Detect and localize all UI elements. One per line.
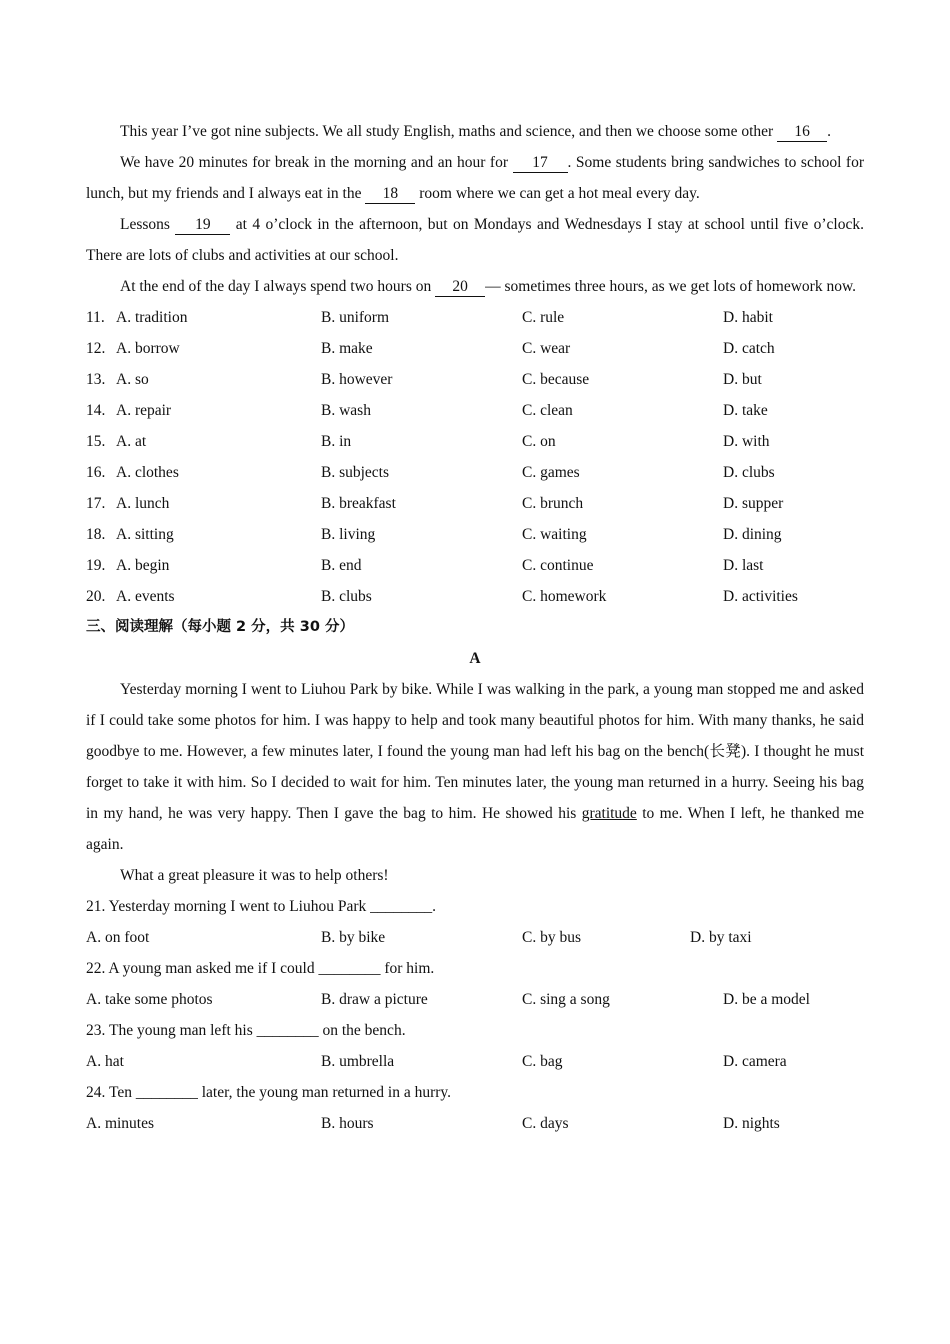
passage-title: A [469,650,481,667]
option-d: D. last [723,557,764,574]
option-b: B. wash [321,402,371,419]
option-a: A. repair [116,402,172,419]
question-number: 11. [86,309,105,326]
option-b: B. uniform [321,309,390,326]
option-d: D. activities [723,588,798,605]
question-stem: 23. The young man left his ________ on the bench. [86,1022,406,1039]
underlined-word: gratitude [581,805,637,822]
blank-19: 19 [175,216,230,235]
option-c: C. by bus [522,929,581,946]
paragraph-text: — sometimes three hours, as we get lots of homework now. [485,278,857,295]
option-a: A. borrow [116,340,180,357]
option-d: D. camera [723,1053,787,1070]
option-d: D. with [723,433,770,450]
paragraph-text: . Some students bring sandwiches to school for lunch, but my friends and I always eat in the [86,154,864,202]
option-a: A. on foot [86,929,150,946]
reading-paragraph-2: What a great pleasure it was to help others! [120,867,389,884]
option-row [86,457,864,488]
option-d: D. but [723,371,762,388]
option-d: D. be a model [723,991,810,1008]
question-stem: 22. A young man asked me if I could ________ for him. [86,960,435,977]
option-row [86,395,864,426]
option-b: B. subjects [321,464,390,481]
option-b: B. breakfast [321,495,396,512]
question-number: 18. [86,526,106,543]
option-c: C. brunch [522,495,584,512]
option-a: A. hat [86,1053,124,1070]
option-a: A. minutes [86,1115,155,1132]
section-heading: 三、阅读理解（每小题 2 分，共 30 分） [86,619,354,635]
option-d: D. clubs [723,464,775,481]
paragraph-text: to me. When I left, he thanked me again. [86,805,865,853]
option-d: D. nights [723,1115,780,1132]
question-number: 19. [86,557,106,574]
passage-paragraph-3 [86,209,864,271]
option-a: A. so [116,371,149,388]
option-c: C. days [522,1115,569,1132]
paragraph-text: At the end of the day I always spend two hours on [120,278,436,295]
passage-paragraph-1 [86,116,864,147]
question-stem: 24. Ten ________ later, the young man returned in a hurry. [86,1084,452,1101]
option-b: B. draw a picture [321,991,428,1008]
option-c: C. clean [522,402,573,419]
cloze-options [86,302,864,612]
option-b: B. end [321,557,362,574]
option-row [86,550,864,581]
option-row [86,922,864,953]
question-22 [86,953,864,1015]
question-number: 16. [86,464,106,481]
option-row [86,426,864,457]
option-c: C. homework [522,588,607,605]
option-b: B. clubs [321,588,372,605]
option-d: D. habit [723,309,773,326]
blank-16: 16 [777,123,827,142]
question-number: 20. [86,588,106,605]
question-number: 14. [86,402,106,419]
option-b: B. hours [321,1115,374,1132]
blank-20: 20 [435,278,485,297]
option-a: A. take some photos [86,991,213,1008]
option-b: B. by bike [321,929,386,946]
option-row [86,302,864,333]
option-c: C. sing a song [522,991,610,1008]
option-c: C. rule [522,309,565,326]
option-d: D. by taxi [690,929,752,946]
option-a: A. tradition [116,309,188,326]
question-23 [86,1015,864,1077]
option-row [86,581,864,612]
option-a: A. begin [116,557,170,574]
question-number: 12. [86,340,106,357]
paragraph-text: at 4 o’clock in the afternoon, but on Mondays and Wednesdays I stay at school until five o’clock. There are lots of clubs and activities at our school. [86,216,864,264]
blank-17: 17 [513,154,568,173]
option-row [86,333,864,364]
option-d: D. catch [723,340,775,357]
paragraph-text: This year I’ve got nine subjects. We all study English, maths and science, and then we choose some other [120,123,778,140]
page-content [86,116,864,1139]
paragraph-text: We have 20 minutes for break in the morning and an hour for [120,154,513,171]
passage-paragraph-4 [86,271,864,302]
option-row [86,519,864,550]
paragraph-text: room where we can get a hot meal every day. [415,185,700,202]
option-d: D. dining [723,526,782,543]
option-c: C. continue [522,557,594,574]
option-b: B. however [321,371,393,388]
option-row [86,984,864,1015]
option-c: C. waiting [522,526,587,543]
option-row [86,364,864,395]
option-c: C. bag [522,1053,563,1070]
paragraph-text: Lessons [120,216,176,233]
question-number: 17. [86,495,106,512]
question-number: 13. [86,371,106,388]
option-b: B. make [321,340,373,357]
option-c: C. wear [522,340,571,357]
option-a: A. clothes [116,464,179,481]
option-c: C. games [522,464,580,481]
option-row [86,1046,864,1077]
option-d: D. supper [723,495,784,512]
option-d: D. take [723,402,768,419]
blank-18: 18 [365,185,415,204]
paragraph-text: . [827,123,831,140]
option-a: A. at [116,433,147,450]
question-stem: 21. Yesterday morning I went to Liuhou Park ________. [86,898,437,915]
question-number: 15. [86,433,106,450]
option-row [86,1108,864,1139]
reading-paragraph-1 [86,674,864,860]
option-b: B. living [321,526,376,543]
option-a: A. lunch [116,495,170,512]
paragraph-text: Yesterday morning I went to Liuhou Park by bike. While I was walking in the park, a young man stopped me and asked if I could take some photos for him. I was happy to help and took many beautiful photos for him. With many thanks, he said goodbye to me. However, a few minutes later, I found the young man had left his bag on the bench(长凳). I thought he must forget to take it with him. So I decided to wait for him. Ten minutes later, the young man returned in a hurry. Seeing his bag in my hand, he was very happy. Then I gave the bag to him. He showed his [86,681,864,822]
option-row [86,488,864,519]
option-c: C. because [522,371,590,388]
question-24 [86,1077,864,1139]
option-a: A. events [116,588,175,605]
question-21 [86,891,864,953]
passage-paragraph-2 [86,147,864,209]
option-c: C. on [522,433,556,450]
option-b: B. umbrella [321,1053,395,1070]
option-b: B. in [321,433,352,450]
option-a: A. sitting [116,526,174,543]
